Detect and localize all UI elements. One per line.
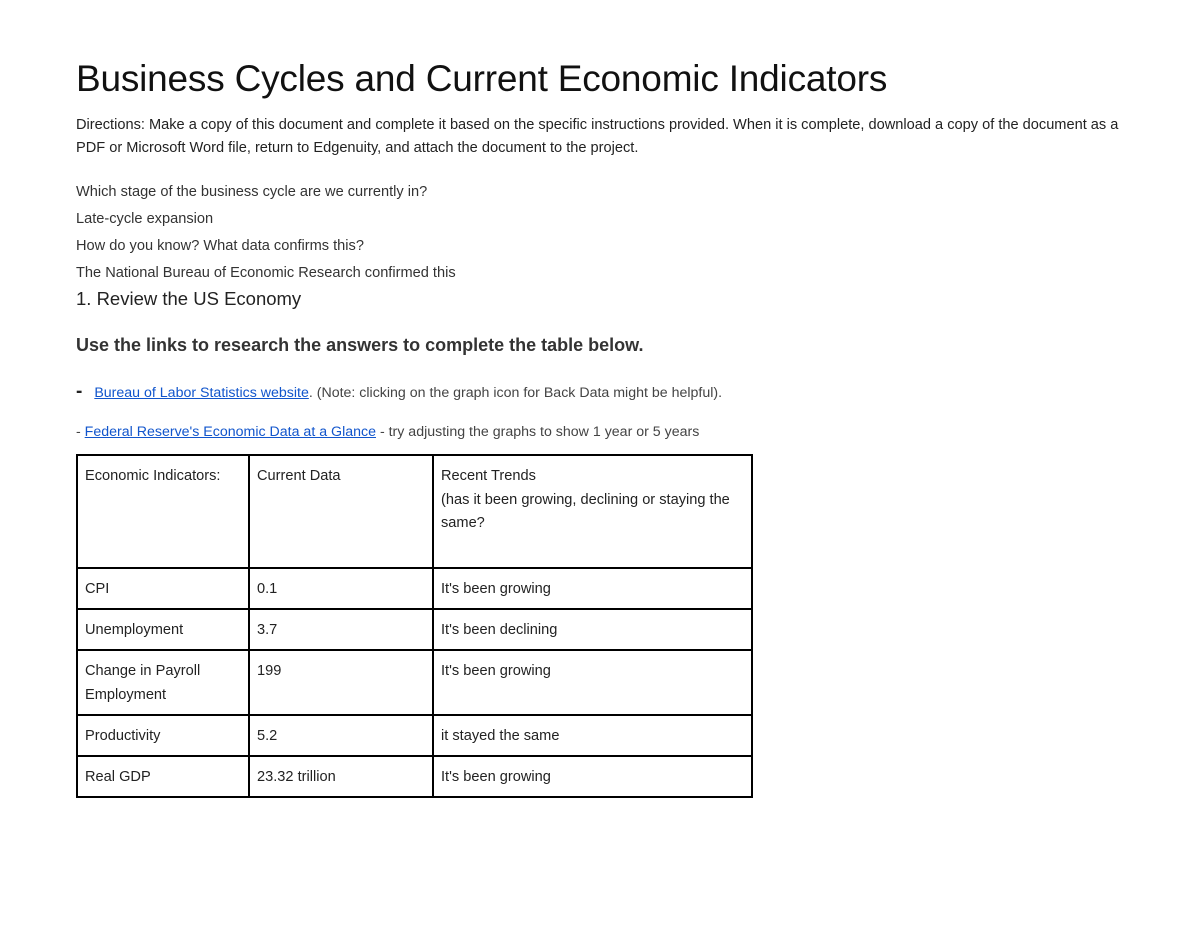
answer-how-do-you-know: The National Bureau of Economic Research confirmed this [76,265,456,281]
cell-current-data[interactable]: 0.1 [249,568,433,609]
bls-link-line [76,383,722,402]
cell-recent-trend[interactable]: It's been growing [433,650,752,715]
cell-current-data[interactable]: 199 [249,650,433,715]
question-how-do-you-know: How do you know? What data confirms this? [76,238,364,254]
fed-bullet-dash: - [76,424,85,440]
cell-indicator[interactable]: Unemployment [77,609,249,650]
fed-link-line [76,423,699,441]
section-subheading: Use the links to research the answers to complete the table below. [76,335,644,355]
cell-recent-trend[interactable]: It's been growing [433,756,752,797]
table-row [77,568,752,609]
cell-current-data[interactable]: 3.7 [249,609,433,650]
cell-indicator[interactable]: Real GDP [77,756,249,797]
cell-recent-trend[interactable]: it stayed the same [433,715,752,756]
section-heading: 1. Review the US Economy [76,288,302,309]
cell-recent-trend[interactable]: It's been declining [433,609,752,650]
fed-economic-data-link[interactable]: Federal Reserve's Economic Data at a Glance [84,424,376,440]
header-economic-indicators-label: Economic Indicators: [85,468,221,484]
table-row [77,715,752,756]
answer-business-cycle-stage: Late-cycle expansion [76,211,214,227]
cell-recent-trend[interactable]: It's been growing [433,568,752,609]
bls-bullet-dash: - [76,381,83,402]
header-economic-indicators[interactable] [77,455,249,568]
directions-text: Directions: Make a copy of this document and complete it based on the specific instructions provided. When it is complete, download a copy of the document as a PDF or Microsoft Word file, return to Edgenuity, and attach the document to the project. [76,117,1119,156]
fed-note: - try adjusting the graphs to show 1 year or 5 years [376,424,700,440]
document-title: Business Cycles and Current Economic Indicators [76,58,888,99]
table-row [77,609,752,650]
cell-indicator[interactable]: Productivity [77,715,249,756]
question-business-cycle-stage: Which stage of the business cycle are we currently in? [76,184,428,200]
bls-note: . (Note: clicking on the graph icon for Back Data might be helpful). [308,385,723,401]
header-recent-trends-sub: (has it been growing, declining or staying the same? [441,491,730,531]
cell-indicator[interactable]: Change in Payroll Employment [77,650,249,715]
header-recent-trends-label: Recent Trends [441,468,536,484]
table-row [77,650,752,715]
table-row [77,756,752,797]
table-header-row [77,455,752,568]
cell-indicator[interactable]: CPI [77,568,249,609]
economic-indicators-table [76,454,753,798]
cell-current-data[interactable]: 5.2 [249,715,433,756]
header-current-data-label: Current Data [257,468,341,484]
cell-current-data[interactable]: 23.32 trillion [249,756,433,797]
header-recent-trends[interactable] [433,455,752,568]
header-current-data[interactable] [249,455,433,568]
bls-website-link[interactable]: Bureau of Labor Statistics website [94,385,309,401]
